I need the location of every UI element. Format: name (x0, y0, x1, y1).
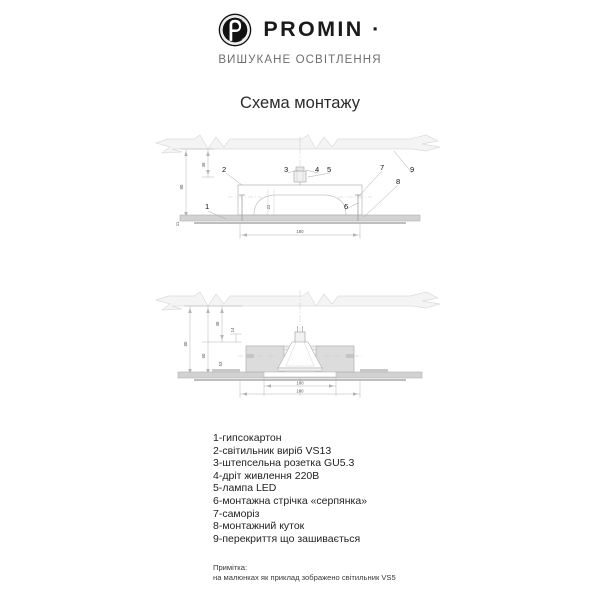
callout-3: 3 (284, 165, 289, 174)
legend-item-1: 1-гипсокартон (213, 432, 282, 444)
callout-4: 4 (315, 165, 320, 174)
callout-2: 2 (222, 165, 227, 174)
socket-connector-block (294, 167, 306, 185)
callout-9: 9 (410, 165, 415, 174)
callout-6: 6 (344, 202, 349, 211)
dimension-height-14: 14 (230, 327, 235, 333)
ceiling-slab (156, 135, 440, 153)
aperture-trim (264, 372, 336, 377)
footnote-label: Примітка: (213, 563, 248, 573)
legend-item-8: 8-монтажний куток (213, 520, 305, 533)
legend-list (0, 432, 600, 545)
callout-7: 7 (380, 163, 385, 172)
plasterboard-sheet (180, 215, 420, 223)
dimension-height-11: 11 (175, 221, 180, 227)
dimension-height-38: 38 (201, 162, 206, 168)
legend-item-5: 5-лампа LED (213, 482, 277, 495)
dimension-width-100: 100 (296, 380, 304, 386)
legend-item-9: 9-перекриття що зашивається (213, 532, 361, 545)
ceiling-slab (156, 292, 440, 310)
callout-5: 5 (327, 165, 332, 174)
page-title: Схема монтажу (240, 94, 360, 112)
dimension-height-50: 50 (201, 353, 206, 359)
dimension-height-80: 80 (179, 184, 184, 190)
legend-item-7: 7-саморіз (213, 507, 260, 520)
legend-item-4: 4-дріт живлення 220В (213, 469, 320, 482)
legend-item-3: 3-штепсельна розетка GU5.3 (213, 457, 355, 470)
brand-tagline: ВИШУКАНЕ ОСВІТЛЕННЯ (218, 54, 382, 66)
brand-lockup (218, 13, 381, 47)
footnote (0, 563, 600, 582)
dimension-width-180: 180 (296, 229, 304, 234)
dimension-height-53: 53 (218, 361, 223, 367)
dimension-inner-22: 22 (266, 204, 271, 210)
callout-1: 1 (205, 202, 210, 211)
vertical-dimension-chain (184, 306, 242, 376)
dimension-height-80: 80 (183, 341, 188, 347)
diagram-exploded-mounting-view (150, 127, 450, 242)
callout-8: 8 (396, 177, 401, 186)
legend-item-2: 2-світильник виріб VS13 (213, 444, 332, 457)
footnote-text: на малюнках як приклад зображено світильник VS5 (213, 572, 396, 582)
dimension-height-38: 38 (215, 321, 220, 327)
promin-spiral-logo-icon (218, 13, 252, 47)
page-header (0, 0, 600, 66)
brand-name: PROMIN · (263, 17, 382, 42)
dimension-width-180: 180 (296, 388, 304, 394)
diagram-assembled-section-view (150, 284, 450, 402)
legend-item-6: 6-монтажна стрічка «серпянка» (213, 494, 368, 507)
